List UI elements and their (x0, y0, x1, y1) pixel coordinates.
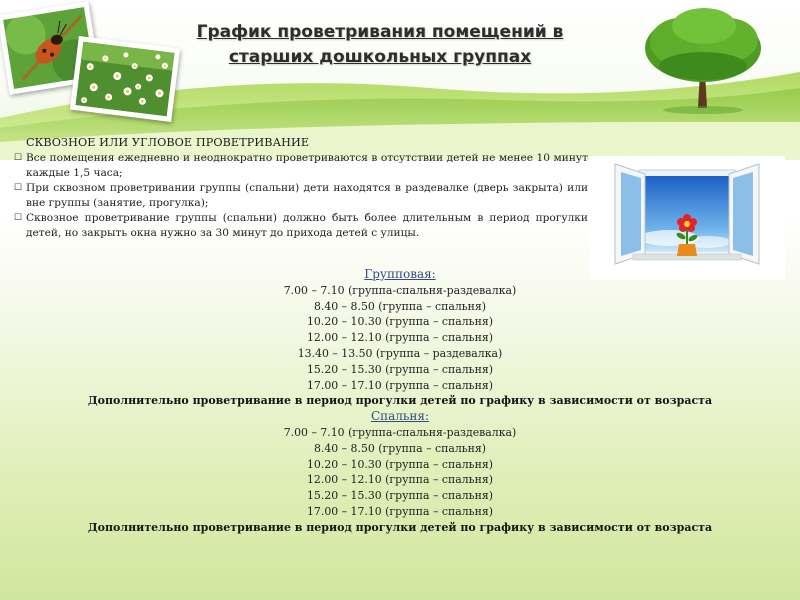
ventilation-schedule (0, 267, 800, 536)
group-room-title: Групповая: (364, 267, 436, 281)
schedule-item: 12.00 – 12.10 (группа – спальня) (307, 473, 493, 487)
page-title (150, 20, 610, 70)
schedule-item: 7.00 – 7.10 (группа-спальня-раздевалка) (283, 283, 517, 297)
rule-text: Все помещения ежедневно и неоднократно проветриваются в отсутствии детей не менее 10 минут каждые 1,5 часа; (26, 152, 588, 179)
schedule-item: 12.00 – 12.10 (группа – спальня) (307, 331, 493, 345)
schedule-item: 13.40 – 13.50 (группа – раздевалка) (297, 346, 503, 360)
schedule-item: 8.40 – 8.50 (группа – спальня) (313, 299, 487, 313)
schedule-item: 10.20 – 10.30 (группа – спальня) (307, 315, 493, 329)
rule-text: При сквозном проветривании группы (спальни) дети находятся в раздевалке (дверь закрыта) или вне группы (занятие, прогулка); (26, 182, 588, 209)
bedroom-title: Спальня: (370, 409, 430, 424)
open-window-picture (589, 156, 785, 280)
schedule-item: 17.00 – 17.10 (группа – спальня) (307, 378, 493, 392)
ventilation-rules (14, 135, 588, 241)
group-room-note: Дополнительно проветривание в период прогулки детей по графику в зависимости от возраста (87, 394, 713, 408)
schedule-item: 8.40 – 8.50 (группа – спальня) (313, 441, 487, 455)
schedule-item: 15.20 – 15.30 (группа – спальня) (307, 489, 493, 503)
bedroom-note: Дополнительно проветривание в период прогулки детей по графику в зависимости от возраста (87, 520, 713, 534)
rule-item (14, 211, 588, 241)
rule-item (14, 151, 588, 181)
checkbox-bullet-icon: ☐ (14, 153, 23, 163)
open-window-icon (589, 156, 785, 280)
checkbox-bullet-icon: ☐ (14, 183, 23, 193)
page-title-line-2: старших дошкольных группах (228, 47, 532, 67)
schedule-item: 15.20 – 15.30 (группа – спальня) (307, 362, 493, 376)
checkbox-bullet-icon: ☐ (14, 213, 23, 223)
rule-text: Сквозное проветривание группы (спальни) должно быть более длительным в период прогулки детей, но закрыть окна нужно за 30 минут до прихода детей с улицы. (26, 212, 588, 239)
schedule-item: 10.20 – 10.30 (группа – спальня) (307, 457, 493, 471)
rules-heading: СКВОЗНОЕ ИЛИ УГЛОВОЕ ПРОВЕТРИВАНИЕ (26, 136, 310, 149)
schedule-item: 17.00 – 17.10 (группа – спальня) (307, 504, 493, 518)
page-title-line-1: График проветривания помещений в (196, 22, 564, 42)
schedule-item: 7.00 – 7.10 (группа-спальня-раздевалка) (283, 425, 517, 439)
rule-item (14, 181, 588, 211)
